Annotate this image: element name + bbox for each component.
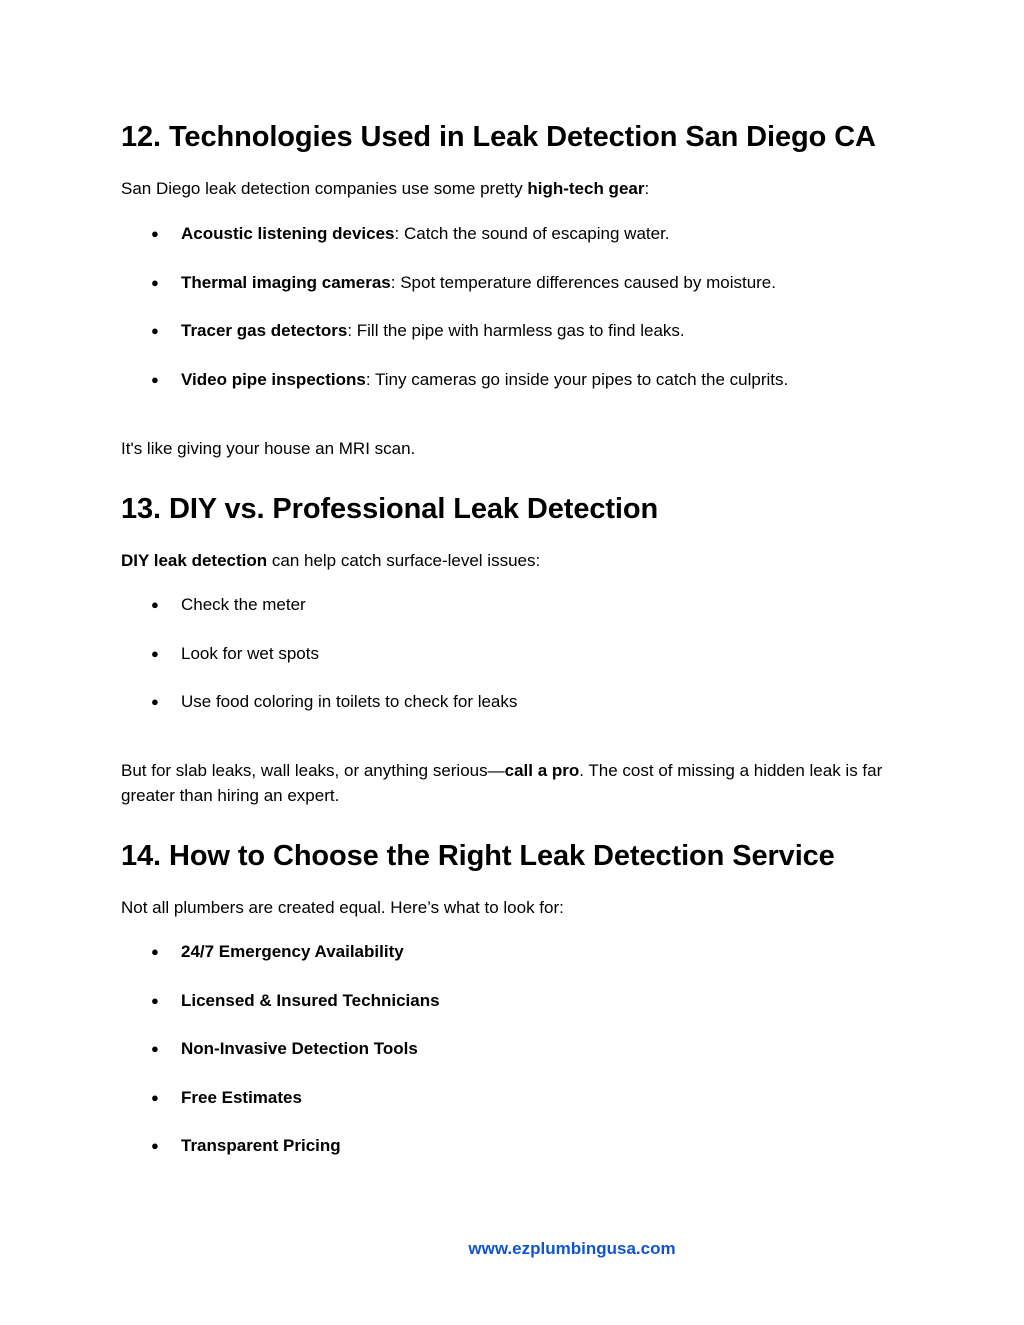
item-term: Tracer gas detectors [181, 321, 348, 341]
list-item [121, 318, 911, 343]
intro-emphasis: high-tech gear [527, 179, 645, 198]
bullet-icon: ● [151, 992, 159, 1008]
list-item [121, 367, 911, 392]
bullet-icon: ● [151, 323, 159, 339]
item-description: : Tiny cameras go inside your pipes to catch the culprits. [365, 369, 789, 389]
item-description: : Fill the pipe with harmless gas to find leaks. [347, 321, 685, 341]
closing-text: But for slab leaks, wall leaks, or anything serious— [121, 761, 505, 780]
item-text: Use food coloring in toilets to check for leaks [181, 692, 518, 712]
list-item [121, 592, 911, 617]
bullet-icon: ● [151, 226, 159, 241]
intro-text: can help catch surface-level issues: [267, 551, 541, 570]
closing-text-end: . The cost of missing a hidden leak is far greater than hiring an expert. [121, 761, 883, 805]
list-item [121, 1085, 911, 1110]
item-text: Check the meter [181, 595, 306, 614]
item-text: Free Estimates [181, 1087, 302, 1107]
bullet-icon: ● [151, 1089, 159, 1105]
intro-emphasis: DIY leak detection [121, 551, 268, 570]
list-item [121, 1133, 911, 1158]
bullet-icon: ● [151, 1041, 159, 1057]
item-description: : Spot temperature differences caused by moisture. [390, 272, 776, 292]
criteria-list [121, 939, 911, 1182]
section-13-closing [121, 758, 911, 808]
list-item [121, 689, 911, 714]
footer-link[interactable]: www.ezplumbingusa.com [468, 1239, 676, 1258]
item-text: Look for wet spots [181, 643, 319, 663]
technologies-list [121, 221, 911, 415]
list-item [121, 988, 911, 1013]
list-item [121, 270, 911, 295]
bullet-icon: ● [151, 597, 159, 612]
bullet-icon: ● [151, 1138, 159, 1154]
bullet-icon: ● [151, 694, 159, 710]
section-12-closing: It's like giving your house an MRI scan. [121, 439, 416, 458]
section-12-heading: 12. Technologies Used in Leak Detection San Diego CA [121, 121, 876, 153]
bullet-icon: ● [151, 371, 159, 387]
bullet-icon: ● [151, 274, 159, 290]
item-term: Acoustic listening devices [181, 224, 395, 243]
bullet-icon: ● [151, 645, 159, 661]
intro-text: San Diego leak detection companies use some pretty [121, 179, 528, 198]
item-text: Transparent Pricing [181, 1136, 341, 1156]
list-item [121, 641, 911, 666]
section-13-intro [121, 548, 540, 573]
section-14-heading: 14. How to Choose the Right Leak Detection Service [121, 840, 835, 872]
list-item [121, 221, 911, 246]
section-12-intro [121, 176, 649, 201]
item-text: 24/7 Emergency Availability [181, 942, 404, 961]
diy-list [121, 592, 911, 738]
section-14-intro: Not all plumbers are created equal. Here’s what to look for: [121, 898, 564, 917]
list-item [121, 1036, 911, 1061]
item-text: Non-Invasive Detection Tools [181, 1039, 418, 1059]
closing-emphasis: call a pro [504, 761, 580, 780]
bullet-icon: ● [151, 944, 159, 959]
list-item [121, 939, 911, 964]
item-term: Thermal imaging cameras [181, 272, 391, 292]
section-13-heading: 13. DIY vs. Professional Leak Detection [121, 493, 659, 525]
item-text: Licensed & Insured Technicians [181, 990, 440, 1010]
item-term: Video pipe inspections [181, 369, 366, 389]
intro-punct: : [644, 179, 650, 198]
item-description: : Catch the sound of escaping water. [394, 224, 670, 243]
